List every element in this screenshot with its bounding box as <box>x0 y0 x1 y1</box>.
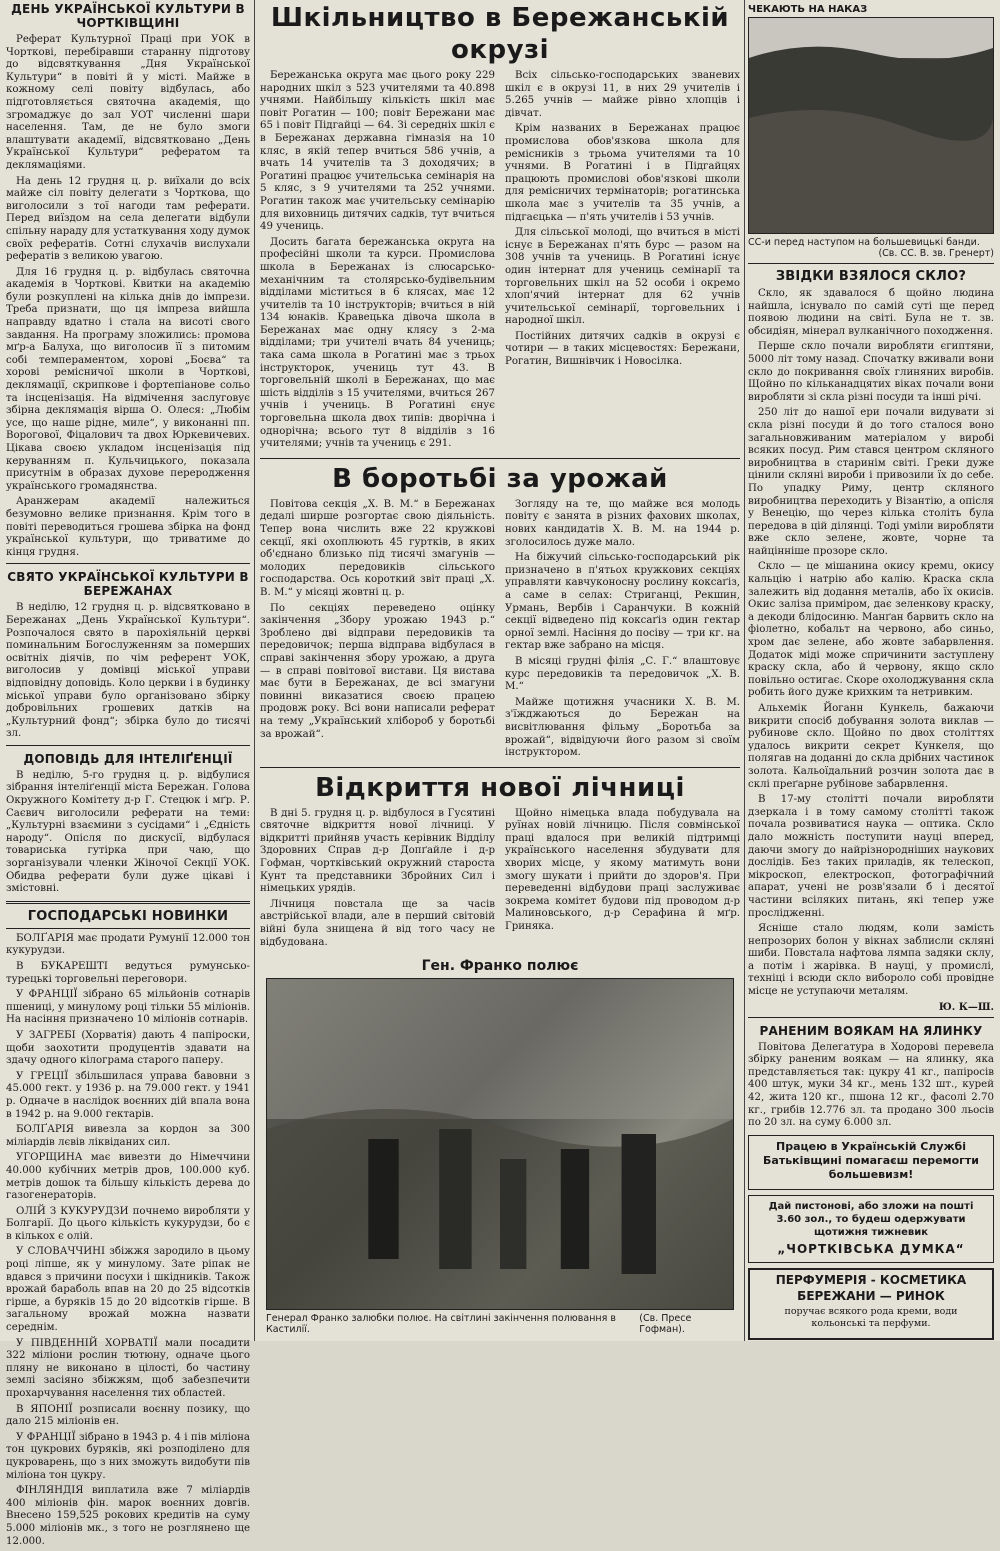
caption-credit: (Св. Пресе Гофман). <box>639 1313 692 1336</box>
box-text: Працею в Українській Службі Батьківщині помагаєш перемогти большевизм! <box>763 1139 979 1181</box>
paragraph: Крім названих в Бережанах працює промислова обов'язкова школа для ремісників з трьома учителями та 10 учнями. В Рогатині і в Підгайцях працюють промислові обов'язкові школи для ремісничих термінаторів; рогатинська школа має з учителів та 35 учнів, а підгаєцька — п'ять учителів і 53 учнів. <box>505 123 740 223</box>
divider <box>260 767 740 768</box>
middle-column <box>260 0 740 1338</box>
paragraph: На день 12 грудня ц. р. виїхали до всіх майже сіл повіту делегати з Чорткова, що виголосили з тої нагоди там реферати. Перед виїздом на села делегати відбули спільну нараду для устаткування ходу думок своїх рефератів. Сотні слухачів вислухали рефератів з великою увагою. <box>6 175 250 263</box>
paragraph: Перше скло почали виробляти єгиптяни, 5000 літ тому назад. Спочатку вживали вони скло до покривання своїх глиняних виробів. Щойно по кільканадцятих віках почали вони виробляти зі скла різні посуди та інші річі. <box>748 341 994 403</box>
divider <box>6 745 250 746</box>
right-column <box>748 0 994 1345</box>
ad-line: ПЕРФУМЕРІЯ - КОСМЕТИКА <box>775 1273 967 1288</box>
paragraph: По секціях переведено оцінку закінчення „Збору урожаю 1943 р.“ Зроблено дві відправи передовиків та передовичок; перша відправа відбулася в справі закінчення збору урожаю, а друга — в справі повітової вистави. Ця вистава має бути в Бережанах, де всі змагуни повинні виказатися своєю працею продовж року. Всі вони написали реферат на тему „Український хлібороб у боротьбі за врожай“. <box>260 602 495 740</box>
divider <box>748 263 994 264</box>
paragraph: В неділю, 12 грудня ц. р. відсвятковано в Бережанах „День Української Культури“. Розпочалося свято в парохіяльній церкві поминальним Богослуженням за померших освітніх діячів, по чім референт УОК, виголосив у домівці міської управи відповідну доповідь. Коло церкви і в будинку міської управи було організовано збірку добровільних грошевих датків на „Культурний фонд“; збірка було до тисячі зл. <box>6 602 250 740</box>
paragraph: Повітова секція „Х. В. М.“ в Бережанах дедалі ширше розгортає свою діяльність. Тепер вона числить вже 22 кружкові секції, які охоплюють 45 гуртків, в яких об'єднано близько під тисячі змагунів — молодих передовиків сільського господарства. Ось короткий звіт праці „Х. В. М.“ у місяці жовтні ц. р. <box>260 498 495 598</box>
franco-hunt-illustration <box>267 979 733 1309</box>
paragraph: Скло, як здавалося б щойно людина найшла, існувало по самій суті ще перед появою людини на світі. Була не т. зв. обсидіян, мінерал вулканічного походження. <box>748 288 994 337</box>
list-item: ФІНЛЯНДІЯ виплатила вже 7 міліардів 400 міліонів фін. марок воєнних довгів. Внесено 159,525 рокових кредитів на суму 5.000 міліонів мк., з того не розглянено ще 12.000. <box>6 1485 250 1547</box>
signature: Ю. К—Ш. <box>938 1001 994 1013</box>
divider <box>6 563 250 564</box>
paragraph: Реферат Культурної Праці при УОК в Чорткові, перебіравши старанну підготову до відсвяткування „Дня Української Культури“ в повіті й у місті. Майже в кожному селі повіту відбулась, або підготовляється святочна академія, що згромаджує до зал УОТ численні шари населення. Там, де не було змоги влаштувати академії, відсвятковано „День Української Культури“ рефератом та деклямаціями. <box>6 34 250 171</box>
list-item: В БУКАРЕШТІ ведуться румунсько-турецькі торговельні переговори. <box>6 961 250 985</box>
ss-troops-illustration <box>749 18 993 233</box>
heading-christmas-tree: РАНЕНИМ ВОЯКАМ НА ЯЛИНКУ <box>759 1023 983 1038</box>
divider <box>260 458 740 459</box>
heading-economic-news: ГОСПОДАРСЬКІ НОВИНКИ <box>27 908 229 924</box>
schools-article <box>260 70 740 454</box>
paragraph: Повітова Делегатура в Ходорові перевела збірку раненим воякам — на ялинку, яка представляється так: цукру 41 кг., папіросів 400 штук, муки 34 кг., мень 132 шт., курей 42, жита 120 кг., пшона 12 кг., фасолі 2.70 кг., грибів 12.776 зл. та продано 300 льосів по 20 зл. на суму 6.000 зл. <box>748 1041 994 1129</box>
ad-line: БЕРЕЖАНИ — РИНОК <box>797 1289 945 1303</box>
headline-schools: Шкільництво в Бережанській окрузі <box>270 3 730 65</box>
paragraph: Для сільської молоді, що вчиться в містi існує в Бережанах п'ять бурс — разом на 308 учнів та учениць. В Рогатині існує один інтернат для учениць семінарії та торговельних шкіл на 52 особи і окремо хлоп'ячий інтернат для 62 учнів учительської семінарії, торговельних і народної шкіл. <box>505 227 740 327</box>
perfumery-ad <box>748 1268 994 1339</box>
paragraph: Лічниця повстала ще за часів австрійської влади, але в перший світовій війні була знищена й від того часу не відбудована. <box>260 898 495 948</box>
paragraph: Всіх сільсько-господарських званевих шкіл є в окрузі 11, в них 29 учителів і 5.265 учнів — майже рівно хлопців і дівчат. <box>505 70 740 119</box>
headline-harvest: В боротьбі за урожай <box>332 463 668 494</box>
hospital-article <box>260 808 740 953</box>
caption-text: СС-и перед наступом на большевицькі банди. <box>748 237 980 248</box>
photo-caption <box>266 1313 734 1335</box>
box-text: Дай пистонові, або зложи на пошті 3.60 зол., то будеш одержувати щотижня тижневик <box>768 1200 974 1238</box>
newspaper-name: „ЧОРТКІВСЬКА ДУМКА“ <box>777 1241 965 1256</box>
photo-caption <box>748 237 994 259</box>
column-rule <box>254 0 255 1341</box>
caption-credit: (Св. СС. В. зв. Гренерт) <box>878 248 994 259</box>
ss-troops-photo <box>748 17 994 234</box>
heading-culture-day-chortkiv: ДЕНЬ УКРАЇНСЬКОЇ КУЛЬТУРИ В ЧОРТКІВЩИНІ <box>11 2 245 30</box>
ad-line: поручає всякого рода креми, води кольонські та перфуми. <box>784 1305 958 1330</box>
paragraph: Майже щотижня учасники Х. В. М. з'їжджаються до Бережан на висвітлювання фільму „Боротьба за врожай“, відвідуючи його разом зі своїм інструктором. <box>505 696 740 759</box>
photo-title-franco: Ген. Франко полює <box>421 958 579 975</box>
photo-top-label: ЧЕКАЮТЬ НА НАКАЗ <box>748 4 868 15</box>
franco-hunt-photo <box>266 978 734 1310</box>
paragraph: Щойно німецька влада побудувала на руїнах новій лічницю. Після совмінської праці вдалося при великій підтримці українського населення збудувати для хворих місце, у якому матимуть вони змогу шукати і прийти до здоров'я. При переведенні відбудови праці заслуживає зокрема комітет будови під проводом д-р Малиновського, д-р Серафина й мґр. Гриняка. <box>505 807 740 933</box>
paragraph: Постійних дитячих садків в окрузі є чотири — в таких місцевостях: Бережани, Рогатин, Вишнівчик і Новосілка. <box>505 330 740 368</box>
list-item: ОЛІЙ З КУКУРУДЗИ почнемо виробляти у Болгарії. До цього кількість кукурудзи, бо є в кількох є олій. <box>6 1205 250 1242</box>
list-item: У ЗАГРЕБІ (Хорватія) дають 4 папіроски, щоби заохотити продуцентів здавати на здачу одного кілограма старого паперу. <box>6 1029 250 1067</box>
column-rule <box>744 0 745 1341</box>
paragraph: Аранжерам академії належиться безумовно велике признання. Крім того в повіті переводиться грошева збірка на фонд української культури, що триватиме до кінця грудня. <box>6 496 250 558</box>
caption-text: Генерал Франко залюбки полює. На світлині закінчення полювання в Кастилії. <box>266 1313 616 1336</box>
divider <box>6 901 250 904</box>
paragraph: Скло — це мішанина окису кремu, окису кальцію і натрію або калію. Краска скла залежить від додання металів, або їх окисів. Окис заліза приміром, дає зеленкову краску, а декоди блідосиню. Манґан барвить скло на фіолетно, кобальт на червоно, або синьо, хром дає зелене, або жовте забарвлення. Додаток міді може спричинити заступлену краску скла, або й червону, якщо скло повільно остигає. Скоре охолоджування скла робить його дуже крихким та нетривким. <box>748 561 994 699</box>
propaganda-box <box>748 1135 994 1190</box>
list-item: БОЛҐАРІЯ має продати Румунії 12.000 тон кукурудзи. <box>6 932 250 957</box>
paragraph: В місяці грудні філія „С. Г.“ влаштовує курс передовиків та передовичок „Х. В. М.“ <box>505 655 740 693</box>
subscription-box <box>748 1195 994 1264</box>
list-item: В ЯПОНІЇ розписали воєнну позику, що дало 215 міліонів ен. <box>6 1403 250 1428</box>
left-column <box>6 0 250 1551</box>
list-item: У ФРАНЦІЇ зібрано в 1943 р. 4 і пів міліона тон цукрових буряків, які розподілено для цукроварень, що з них зможуть видобути пів міліона тон цукру. <box>6 1431 250 1481</box>
divider <box>6 928 250 929</box>
paragraph: В дні 5. грудня ц. р. відбулося в Гусятині святочне відкриття нової лічниці. У відкритті прийняв участь керівник Відділу Здоровних Справ д-р Допґайле і д-р Гофман, чортківський окружний староста Кунт та представники Збройних Сил і німецьких урядів. <box>260 807 495 895</box>
paragraph: В 17-му століттi почали виробляти дзеркала і в тому самому столітті також почала розвиватися наука — оптика. Скло дало можність поступити науці вперед, даючи змогу до найрізнородніших наукових дослідів. Без таких приладів, як телескоп, мікроскоп, електроскоп, фотографічний апарат, учені не розв'язали б і десятої частини всіляких питань, які тепер уже прослідженні. <box>748 794 994 919</box>
paragraph: Бережанська округа має цього року 229 народних шкіл з 523 учителями та 40.898 учнями. Найбільшу кількість шкіл має повіт Рогатин — 100; повіт Бережани має 65 і повіт Підгайці — 64. Зі середніх шкіл є в Бережанах державна гімназія на 10 кляс, в якій тепер вчиться 586 учнів, а вчать 14 учителів та 3 доходячих; в Рогатині працює учительська семінарія на 5 кляс, з 9 учителями та 252 учнями. Рогатин також має учительську семінарію для виховниць дитячих садків, тут вчиться 49 учениць. <box>260 70 495 233</box>
paragraph: 250 літ до нашої ери почали видувати зі скла різні посуди й до того сталося воно загальновживаним матеріалом у виробі всяких посуд. Рим стався центром скляного виробництва в старинім світі. Греки дуже цінили скляні вироби і привозили їх до себе. По упадку Риму, центр скляного виробництва переходить у Візантію, а опісля у Венецію, що через кілька століть була передова в цій ділянці. Тоді уміли виробляти вже скло зелене, жовте, чорне та найцінніше прозоре скло. <box>748 407 994 557</box>
paragraph: Ясніше стало людям, коли замість непрозорих болон у вікнах заблисли скляні шиби. Повстала нафтова лямпа задяки склу, а потім і жарівка. В науці, у промислі, техніці і всюди скло виборолo собі провідне місце не уступаючи металям. <box>748 923 994 998</box>
list-item: БОЛҐАРІЯ вивезла за кордон за 300 міліардів лєвів ліквіданих сил. <box>6 1124 250 1148</box>
economic-news-list <box>6 933 250 1548</box>
paragraph: Для 16 грудня ц. р. відбулась святочна академія в Чорткові. Квитки на академію були розкуплені на кілька днів до імпрези. Треба признати, що ця імпреза вийшла направду вдатно і стала на висоті свого завдання. На програму зложились: промова мґр-а Балуха, що виголосив її з питомим собі темпераментом, хорові „Боєва“ та хорові ремісничої школи в Чорткові, деклямації, скрипкове і фортепіанове сольо та інсценізація. На відмічення заслуговує збірна деклямація вірша О. Олеся: „Любім усе, що наше рідне, миле“, у виконанні пп. Ворогової, Фіцалович та двох Юркевичевих. Цікава своєю укладом інсценізація під керуванням п. Кульчицького, показала присутнім в образах духове переродження українського громадянства. <box>6 266 250 492</box>
heading-where-glass: ЗВІДКИ ВЗЯЛОСЯ СКЛО? <box>775 269 967 284</box>
list-item: УГОРЩИНА має вивезти до Німеччини 40.000 кубічних метрів дров, 100.000 куб. метрів дошок та більшу кількість дерева до газогенераторів. <box>6 1152 250 1202</box>
paragraph: На біжучий сільсько-господарський рік призначено в п'ятьох кружкових секціях управляти кавчуконосну рослину коксаґіз, а саме в селах: Стриганці, Рекшин, Урмань, Вербів і Саранчуки. В кожній секції відведено під коксаґіз один гектар орної землі. Насіння до посіву — три кг. на гектар вже забрано на місця. <box>505 552 740 652</box>
list-item: У ПІВДЕННІЙ ХОРВАТІЇ мали посадити 322 міліони рослин тютюну, одначе цього пляну не виконано в цілості, бо частину землі засіяно збіжжям, щоб забезпечити прохарчування населення тих областей. <box>6 1337 250 1399</box>
list-item: У СЛОВАЧЧИНІ збіжжя зародило в цьому році ліпше, як у минулому. Зате ріпак не вдався з причини посухи і шкідників. Також врожай бараболь впав на 20 до 25 відсотків гірше, а буряків 15 до 20 відсотків гірше. В загальному врожай можна назвати середнім. <box>6 1246 250 1334</box>
paragraph: Досить багата бережанська округа на професійні школи та курси. Промислова школа в Бережанах із слюсарсько-механічним та столярсько-будівельним відділами міститься в 6 клясах, має 12 учителів та 10 інструкторів; вчиться в ній 134 юнаків. Кравецька дівоча школа в Бережанах має одну клясу з 2-ма відділами; три учителі вчать 84 учениць; така сама школа в Рогатині має з трьох інструкторок, учениць тут 43. В торговельній школі в Бережанах, що має шість відділів з 15 учителями, вчиться 267 учнів і учениць. В Рогатині єнує торговельна школа двох типів: дворічна і однорічна; всього тут 8 відділів з 16 учителями; учнів та учениць є 291. <box>260 236 495 450</box>
heading-culture-fest-berezhany: СВЯТО УКРАЇНСЬКОЇ КУЛЬТУРИ В БЕРЕЖАНАХ <box>7 570 249 599</box>
list-item: У ГРЕЦІЇ збільшилася управа бавовни з 45.000 гект. у 1936 р. на 79.000 гект. у 1941 р. Одначе в наслідок воєнних дій впала вона в 1942 р. на 9.000 гектарів. <box>6 1070 250 1120</box>
list-item: У ФРАНЦІЇ зібрано 65 мільйонів сотнарів пшениці, у минулому році тільки 55 міліонів. На насіння призначено 10 міліонів сотнарів. <box>6 989 250 1026</box>
harvest-article <box>260 499 740 763</box>
divider <box>748 1017 994 1018</box>
paragraph: Альхемік Йоганн Кункель, бажаючи викрити спосіб добування золота виклав — рубинове скло. Щойно по двох століттях удалось викрити секрет Кункеля, що полягав на доданні до скла дрібних частинок золота. Кальоїдальний розчин золота дає в склі преґарне рубінове забарвлення. <box>748 703 994 790</box>
paragraph: В неділю, 5-го грудня ц. р. відбулися зібрання інтеліґенції міста Бережан. Голова Окружного Комітету д-р Г. Стецюк і мґр. Р. Саєвич виголосили реферати на теми: „Культурні взаємини з сусідами“ і „Єдність народу“. Опісля по дискусії, відбулася товариська гутірка при чаю, що зорганізували членки Жіночої Секції УОК. Обидва реферати були дуже цікаві і змістовні. <box>6 769 250 895</box>
paragraph: Зогляду на те, що майже вся молодь повіту є занята в різних фахових школах, нових кандидатів Х. В. М. на 1944 р. зголосилось дуже мало. <box>505 498 740 548</box>
headline-new-hospital: Відкриття нової лічниці <box>315 772 685 803</box>
heading-intelligentsia-lecture: ДОПОВІДЬ ДЛЯ ІНТЕЛІҐЕНЦІЇ <box>23 751 233 766</box>
